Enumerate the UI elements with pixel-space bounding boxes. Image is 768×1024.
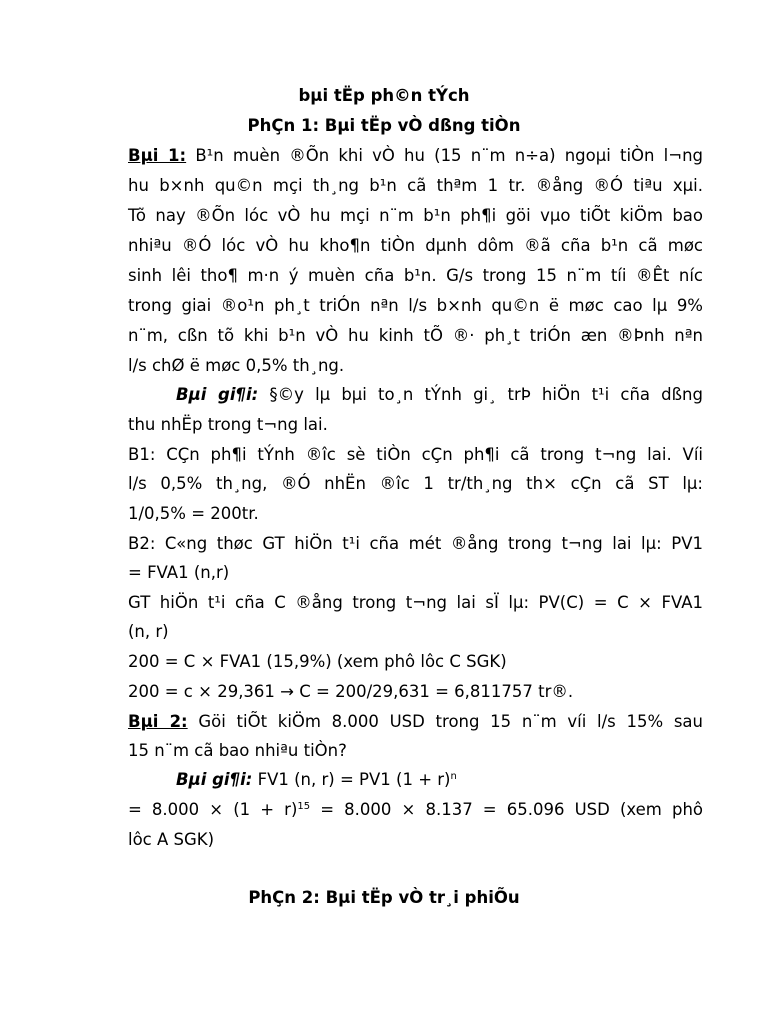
- solution-2-line-3: lôc A SGK): [128, 830, 215, 849]
- exercise-1-line-4: nhiªu ®Ó lóc vÒ hu kho¶n tiÒn dµnh dôm ®ã cña b¹n cã møc: [128, 236, 703, 255]
- step-2-line-1: B2: C«ng thøc GT hiÖn t¹i cña mét ®ång trong t¬ng lai lµ: PV1: [128, 534, 703, 553]
- solution-2-line-1: Bµi gi¶i: FV1 (n, r) = PV1 $(1 + r)^n$: [176, 770, 457, 789]
- exercise-1-line-7: n¨m, cßn tõ khi b¹n vÒ hu kinh tÕ ®· ph¸t triÓn æn ®Þnh nªn: [128, 326, 703, 345]
- exercise-2-line-1: Bµi 2: Göi tiÕt kiÖm 8.000 USD trong 15 n¨m víi l/s 15% sau: [128, 712, 703, 731]
- exercise-1-label: Bµi 1:: [128, 146, 187, 165]
- solution-2-label: Bµi gi¶i:: [176, 770, 253, 789]
- exercise-1-line-3: Tõ nay ®Õn lóc vÒ hu mçi n¨m b¹n ph¶i göi vµo tiÕt kiÖm bao: [128, 206, 703, 225]
- exercise-1-line-6: trong giai ®o¹n ph¸t triÓn nªn l/s b×nh qu©n ë møc cao lµ 9%: [128, 296, 703, 315]
- exercise-2-line-2: 15 n¨m cã bao nhiªu tiÒn?: [128, 741, 347, 760]
- section-1-heading: PhÇn 1: Bµi tËp vÒ dßng tiÒn: [247, 116, 521, 135]
- solution-1-line-1: Bµi gi¶i: §©y lµ bµi to¸n tÝnh gi¸ trÞ hiÖn t¹i cña dßng: [176, 385, 703, 404]
- exercise-1-line-2: hu b×nh qu©n mçi th¸ng b¹n cã thªm 1 tr. ®ång ®Ó tiªu xµi.: [128, 176, 703, 195]
- step-1-line-1: B1: CÇn ph¶i tÝnh ®îc sè tiÒn cÇn ph¶i cã trong t¬ng lai. Víi: [128, 445, 703, 464]
- exponent-15: 15: [297, 801, 311, 812]
- step-1-line-2: l/s 0,5% th¸ng, ®Ó nhËn ®îc 1 tr/th¸ng th× cÇn cã ST lµ:: [128, 474, 703, 493]
- present-value-line-1: GT hiÖn t¹i cña C ®ång trong t¬ng lai sÏ lµ: PV(C) = C × FVA1: [128, 593, 703, 612]
- equation-line-2: 200 = c × 29,361 → C = 200/29,631 = 6,811757 tr®.: [128, 682, 574, 701]
- equation-line-1: 200 = C × FVA1 (15,9%) (xem phô lôc C SGK): [128, 652, 507, 671]
- section-2-heading: PhÇn 2: Bµi tËp vÒ tr¸i phiÕu: [248, 888, 520, 907]
- document-title: bµi tËp ph©n tÝch: [298, 86, 470, 105]
- solution-2-line-2: = $8.000 \times (1 + r)^{15} = 8.000 \times 8.137 = 65.096$ USD (xem phô: [128, 800, 703, 819]
- exercise-2-label: Bµi 2:: [128, 712, 188, 731]
- present-value-line-2: (n, r): [128, 622, 169, 641]
- step-1-line-3: 1/0,5% = 200tr.: [128, 504, 259, 523]
- exercise-1-line-8: l/s chØ ë møc 0,5% th¸ng.: [128, 356, 345, 375]
- solution-1-label: Bµi gi¶i:: [176, 385, 259, 404]
- step-2-line-2: = FVA1 (n,r): [128, 563, 230, 582]
- exponent-n: n: [450, 771, 457, 782]
- exercise-1-line-5: sinh lêi tho¶ m·n ý muèn cña b¹n. G/s trong 15 n¨m tíi ®Êt níc: [128, 266, 703, 285]
- exercise-1-line-1: Bµi 1: B¹n muèn ®Õn khi vÒ hu (15 n¨m n÷a) ngoµi tiÒn l¬ng: [128, 146, 703, 165]
- solution-1-line-2: thu nhËp trong t¬ng lai.: [128, 415, 328, 434]
